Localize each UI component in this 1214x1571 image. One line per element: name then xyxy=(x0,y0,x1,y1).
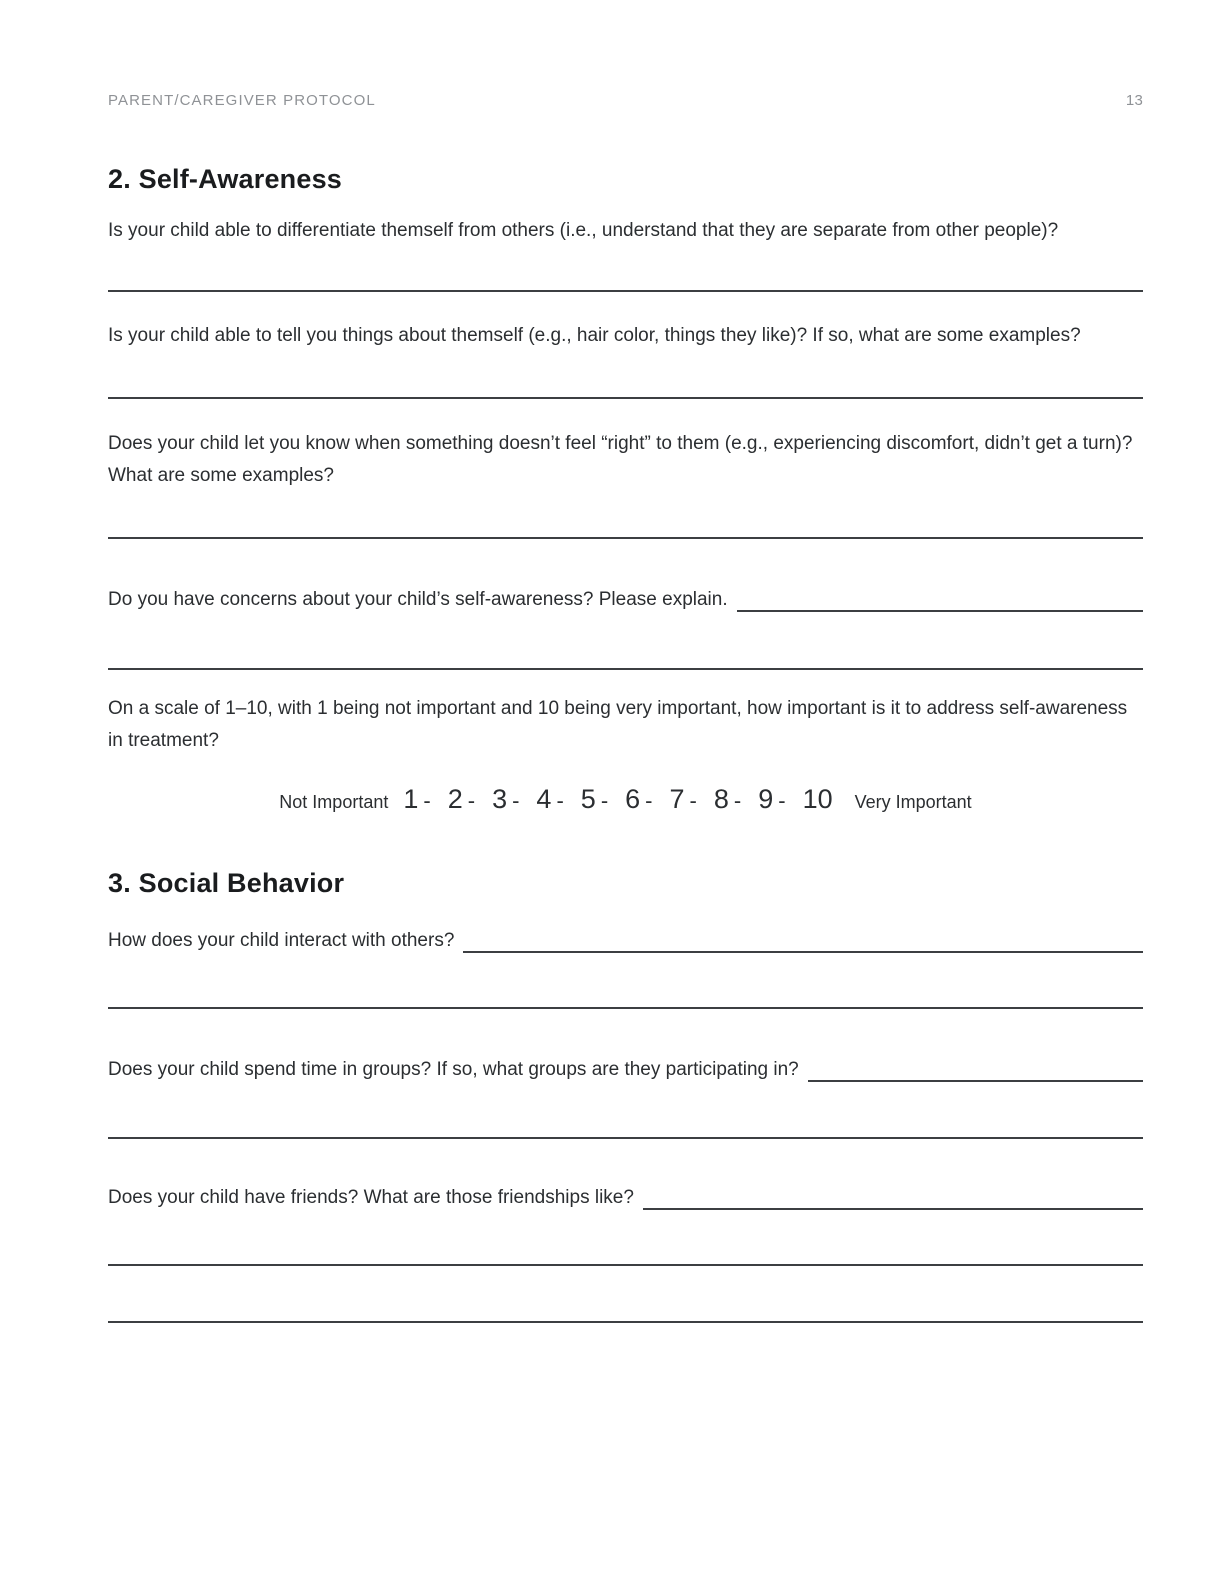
answer-line[interactable] xyxy=(108,397,1143,399)
scale-separator: - xyxy=(733,788,742,813)
answer-line[interactable] xyxy=(108,537,1143,539)
answer-line[interactable] xyxy=(108,290,1143,292)
question-interact-row xyxy=(108,925,1143,957)
scale-separator: - xyxy=(467,788,476,813)
scale-separator: - xyxy=(689,788,697,813)
question-concerns: Do you have concerns about your child’s self-awareness? Please explain. xyxy=(108,589,728,610)
question-not-right: Does your child let you know when something doesn’t feel “right” to them (e.g., experiencing discomfort, didn’t get a turn)? What are some examples? xyxy=(108,433,1133,486)
section-title-self-awareness: 2. Self-Awareness xyxy=(108,164,343,194)
scale-point-4[interactable]: 4 xyxy=(536,784,552,814)
scale-separator: - xyxy=(423,788,431,813)
scale-point-1[interactable]: 1 xyxy=(403,784,419,814)
answer-blank-inline[interactable] xyxy=(643,1182,1143,1210)
question-scale: On a scale of 1–10, with 1 being not important and 10 being very important, how important is it to address self-awareness in treatment? xyxy=(108,698,1128,751)
question-friends-row xyxy=(108,1182,1143,1214)
page-header xyxy=(108,90,1143,112)
answer-line[interactable] xyxy=(108,1264,1143,1266)
scale-point-7[interactable]: 7 xyxy=(669,784,685,814)
scale-separator: - xyxy=(556,788,564,813)
document-title: PARENT/CAREGIVER PROTOCOL xyxy=(108,92,376,109)
scale-point-6[interactable]: 6 xyxy=(625,784,641,814)
answer-blank-inline[interactable] xyxy=(808,1054,1143,1082)
scale-separator: - xyxy=(645,788,653,813)
scale-separator: - xyxy=(512,788,520,813)
scale-point-2[interactable]: 2 xyxy=(447,784,463,814)
scale-separator: - xyxy=(600,788,609,813)
answer-line[interactable] xyxy=(108,1321,1143,1323)
section-title-social-behavior: 3. Social Behavior xyxy=(108,868,345,898)
scale-point-5[interactable]: 5 xyxy=(580,784,596,814)
importance-scale xyxy=(108,784,1143,815)
question-friends: Does your child have friends? What are those friendships like? xyxy=(108,1187,634,1208)
answer-blank-inline[interactable] xyxy=(737,584,1143,612)
page-number: 13 xyxy=(1125,92,1143,109)
scale-point-3[interactable]: 3 xyxy=(492,784,508,814)
scale-label-very-important: Very Important xyxy=(854,792,972,812)
question-groups-row xyxy=(108,1054,1143,1086)
scale-label-not-important: Not Important xyxy=(279,792,389,812)
question-interact: How does your child interact with others? xyxy=(108,930,455,951)
answer-blank-inline[interactable] xyxy=(463,925,1143,953)
answer-line[interactable] xyxy=(108,668,1143,670)
scale-separator: - xyxy=(778,788,786,813)
answer-line[interactable] xyxy=(108,1007,1143,1009)
question-concerns-row xyxy=(108,584,1143,616)
question-groups: Does your child spend time in groups? If so, what groups are they participating in? xyxy=(108,1059,799,1080)
scale-point-10[interactable]: 10 xyxy=(802,784,833,814)
question-differentiate: Is your child able to differentiate themself from others (i.e., understand that they are separate from other people)? xyxy=(108,220,1059,241)
scale-point-8[interactable]: 8 xyxy=(713,784,729,814)
scale-point-9[interactable]: 9 xyxy=(758,784,774,814)
answer-line[interactable] xyxy=(108,1137,1143,1139)
question-tell-about-self: Is your child able to tell you things about themself (e.g., hair color, things they like)? If so, what are some examples? xyxy=(108,325,1081,346)
